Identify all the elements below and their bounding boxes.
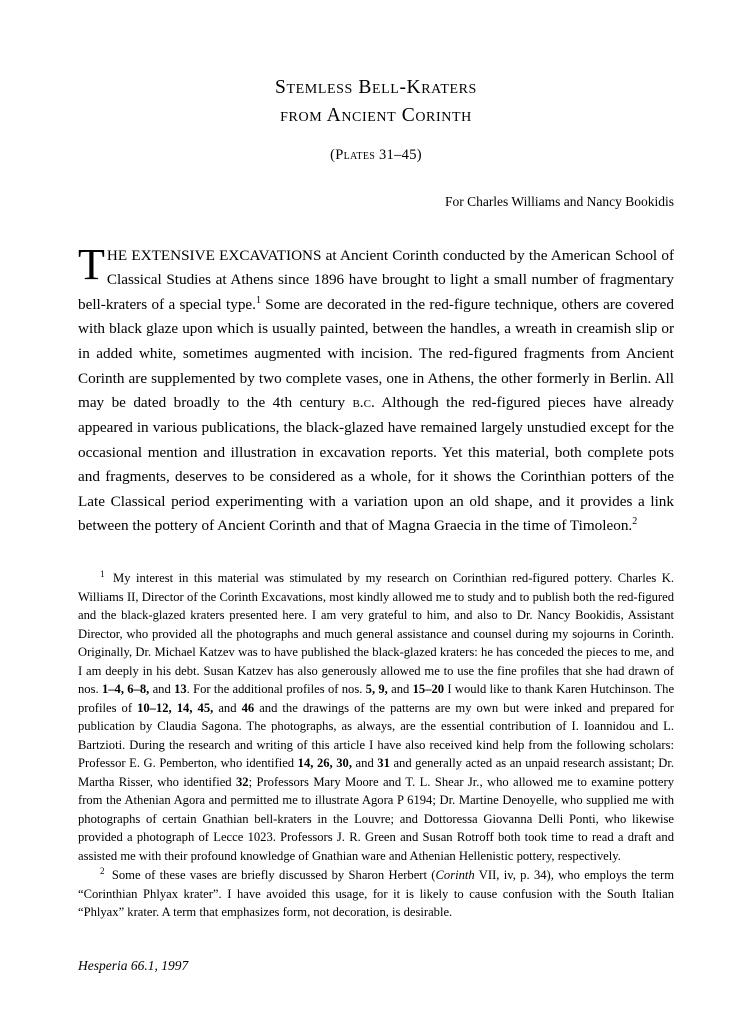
footnote-1-bold-4: 15–20 (412, 682, 445, 697)
footnote-1-bold-8: 31 (377, 756, 390, 771)
footnote-1-bold-2: 13 (174, 682, 187, 697)
footnote-2 (78, 866, 674, 922)
footnote-1-text-i: and generally acted as an unpaid research assistant; Dr. Martha Risser, who identified (78, 756, 674, 789)
footnote-1-text-b: and (149, 682, 175, 697)
footnotes-section (78, 569, 674, 922)
footnote-ref-2[interactable]: 2 (632, 516, 638, 528)
footnote-1-bold-5: 10–12, 14, 45, (137, 700, 214, 715)
footnote-2-number: 2 (100, 865, 105, 876)
footnote-ref-1[interactable]: 1 (255, 294, 261, 306)
title-line-2: from Ancient Corinth (280, 105, 472, 127)
plates-note: (Plates 31–45) (330, 146, 422, 163)
body-segment-1: at Ancient Corinth conducted by the American School of Classical Studies at Athens since 1896 have brought to light a small number of fragmentary bell-kraters of a special type. (78, 246, 674, 313)
footnote-1 (78, 569, 674, 865)
footnote-1-text-a: My interest in this material was stimulated by my research on Corinthian red-figured pottery. Charles K. Williams II, Director of the Corinth Excavations, most kindly allowed me to study and to publish both the red-figured and the black-glazed kraters presented here. I am very grateful to him, and also to Dr. Nancy Bookidis, Assistant Director, who provided all the photographs and much general assistance and counsel during my sojourns in Corinth. Originally, Dr. Michael Katzev was to have published the black-glazed kraters: he has conceded the pieces to me, and I am deeply in his debt. Susan Katzev has also generously allowed me to use the fine profiles that she had drawn of nos. (78, 571, 674, 697)
article-content (78, 74, 674, 922)
journal-citation: Hesperia 66.1, 1997 (78, 958, 189, 973)
body-segment-3: Although the red-figured pieces have already appeared in various publications, the black-glazed have remained largely unstudied except for the occasional mention and illustration in excavation reports. Yet this material, both complete pots and fragments, deserves to be considered as a whole, for it shows the Corinthian potters of the Late Classical period experimenting with a variation upon an old shape, and it provides a link between the pottery of Ancient Corinth and that of Magna Graecia in the time of Timoleon. (78, 394, 674, 535)
page-title (78, 74, 674, 131)
body-paragraph (78, 239, 674, 540)
drop-cap: T (78, 239, 105, 289)
footnote-1-bold-6: 46 (241, 700, 255, 715)
footnote-1-bold-1: 1–4, 6–8, (101, 682, 150, 697)
footnote-1-text-e: I would like to thank Karen Hutchinson. The profiles of (78, 682, 675, 715)
footnote-1-text-h: and (352, 756, 378, 771)
footnote-1-text-f: and (213, 700, 242, 715)
footnote-2-text-a: Some of these vases are briefly discussed by Sharon Herbert ( (107, 868, 436, 883)
footnote-1-bold-9: 32 (236, 774, 249, 789)
footnote-1-number: 1 (100, 568, 105, 579)
footnote-1-bold-7: 14, 26, 30, (297, 756, 352, 771)
opening-smallcaps: HE EXTENSIVE EXCAVATIONS (106, 246, 322, 264)
body-bc-smallcaps: b.c. (352, 394, 375, 412)
footnote-2-italic-1: Corinth (435, 868, 475, 883)
footnote-1-text-d: and (387, 682, 413, 697)
body-segment-2: Some are decorated in the red-figure technique, others are covered with black glaze upon which is usually painted, between the handles, a wreath in creamish slip or in added white, sometimes augmented with incision. The red-figured fragments from Ancient Corinth are supplemented by two complete vases, one in Athens, the other formerly in Berlin. All may be dated broadly to the 4th century (78, 295, 674, 412)
footnote-2-text-b: VII, iv, p. 34), who employs the term “Corinthian Phlyax krater”. I have avoided this usage, for it is likely to cause confusion with the South Italian “Phlyax” krater. A term that emphasizes form, not decoration, is desirable. (78, 868, 674, 920)
footnote-1-bold-3: 5, 9, (365, 682, 388, 697)
footnote-1-text-g: and the drawings of the patterns are my own but were inked and prepared for publication by Claudia Sagona. The photographs, as always, are the essential contribution of I. Ioannidou and L. Bartzioti. During the research and writing of this article I have also received kind help from the following scholars: Professor E. G. Pemberton, who identified (78, 700, 674, 771)
footnote-1-text-c: . For the additional profiles of nos. (186, 682, 366, 697)
dedication: For Charles Williams and Nancy Bookidis (444, 193, 674, 209)
title-line-1: Stemless Bell-Kraters (275, 77, 477, 98)
footnote-1-text-j: ; Professors Mary Moore and T. L. Shear Jr., who allowed me to examine pottery from the Athenian Agora and permitted me to illustrate Agora P 6194; Dr. Martine Denoyelle, who supplied me with photographs of certain Gnathian bell-kraters in the Louvre; and Dottoressa Giovanna Delli Ponti, who likewise provided a photograph of Lecce 1023. Professors J. R. Green and Susan Rotroff both took time to read a draft and assisted me with their profound knowledge of Gnathian ware and Athenian Hellenistic pottery, respectively. (78, 774, 674, 863)
